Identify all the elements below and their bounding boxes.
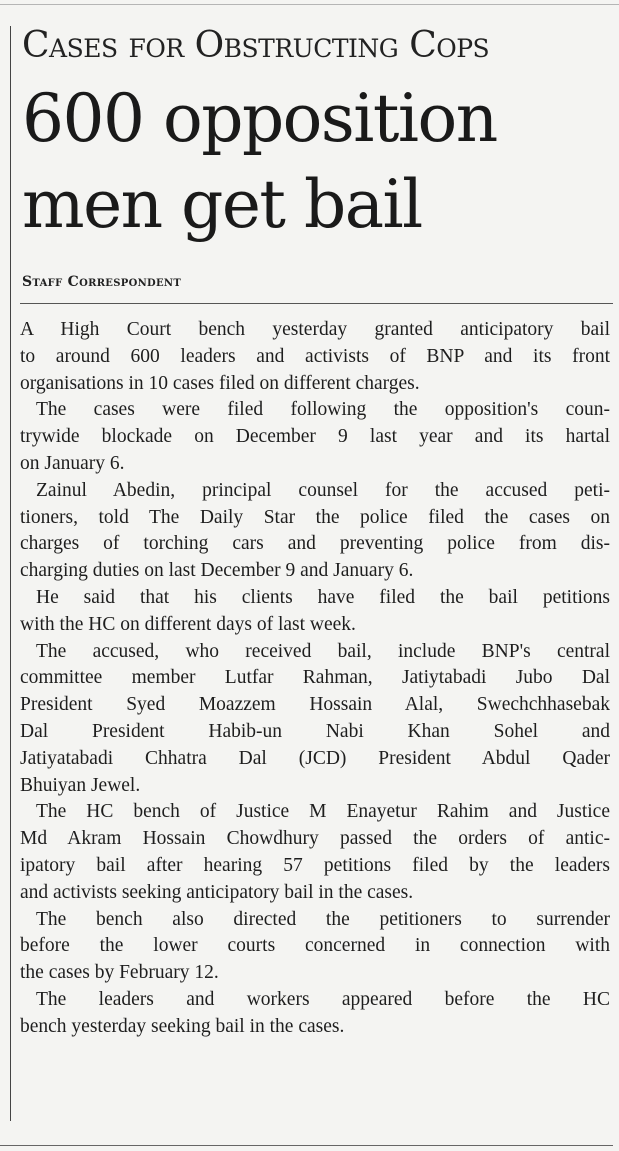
headline-line-1: 600 opposition [22, 80, 497, 157]
body-line: The cases were filed following the opposition's coun- [36, 399, 610, 421]
body-line: Zainul Abedin, principal counsel for the accused peti- [36, 479, 610, 501]
body-line: The accused, who received bail, include BNP's central [36, 640, 610, 662]
body-line: tioners, told The Daily Star the police filed the cases on [20, 506, 610, 528]
body-line: with the HC on different days of last week. [20, 613, 356, 635]
kicker-heading: Cases for Obstructing Cops [22, 25, 490, 66]
byline: Staff Correspondent [22, 274, 182, 290]
body-line: on January 6. [20, 452, 125, 474]
bottom-rule [0, 1145, 613, 1146]
body-line: committee member Lutfar Rahman, Jatiytabadi Jubo Dal [20, 667, 610, 689]
body-line: The HC bench of Justice M Enayetur Rahim and Justice [36, 801, 610, 823]
body-line: to around 600 leaders and activists of BNP and its front [20, 345, 610, 367]
article-body [20, 317, 610, 1041]
top-rule [0, 4, 619, 5]
body-line: and activists seeking anticipatory bail in the cases. [20, 881, 414, 903]
body-line: Jatiyatabadi Chhatra Dal (JCD) President Abdul Qader [20, 747, 610, 769]
body-line: before the lower courts concerned in connection with [20, 935, 610, 957]
body-line: He said that his clients have filed the bail petitions [36, 586, 610, 608]
body-line: A High Court bench yesterday granted anticipatory bail [20, 319, 610, 340]
body-line: charging duties on last December 9 and January 6. [20, 560, 414, 582]
body-line: organisations in 10 cases filed on different charges. [20, 372, 420, 394]
body-line: charges of torching cars and preventing police from dis- [20, 533, 610, 555]
body-line: Bhuiyan Jewel. [20, 774, 141, 796]
byline-rule [20, 303, 613, 304]
body-line: bench yesterday seeking bail in the cases. [20, 1015, 345, 1037]
body-line: ipatory bail after hearing 57 petitions filed by the leaders [20, 854, 610, 876]
column-rule [10, 26, 11, 1121]
body-line: the cases by February 12. [20, 962, 219, 984]
body-line: Dal President Habib-un Nabi Khan Sohel and [20, 720, 610, 742]
body-line: President Syed Moazzem Hossain Alal, Swechchhasebak [20, 694, 610, 716]
body-line: The bench also directed the petitioners to surrender [36, 908, 610, 930]
headline-line-2: men get bail [22, 166, 422, 243]
headline [22, 76, 612, 248]
body-line: Md Akram Hossain Chowdhury passed the orders of antic- [20, 828, 610, 850]
body-line: The leaders and workers appeared before the HC [36, 988, 610, 1010]
body-line: trywide blockade on December 9 last year and its hartal [20, 426, 610, 448]
